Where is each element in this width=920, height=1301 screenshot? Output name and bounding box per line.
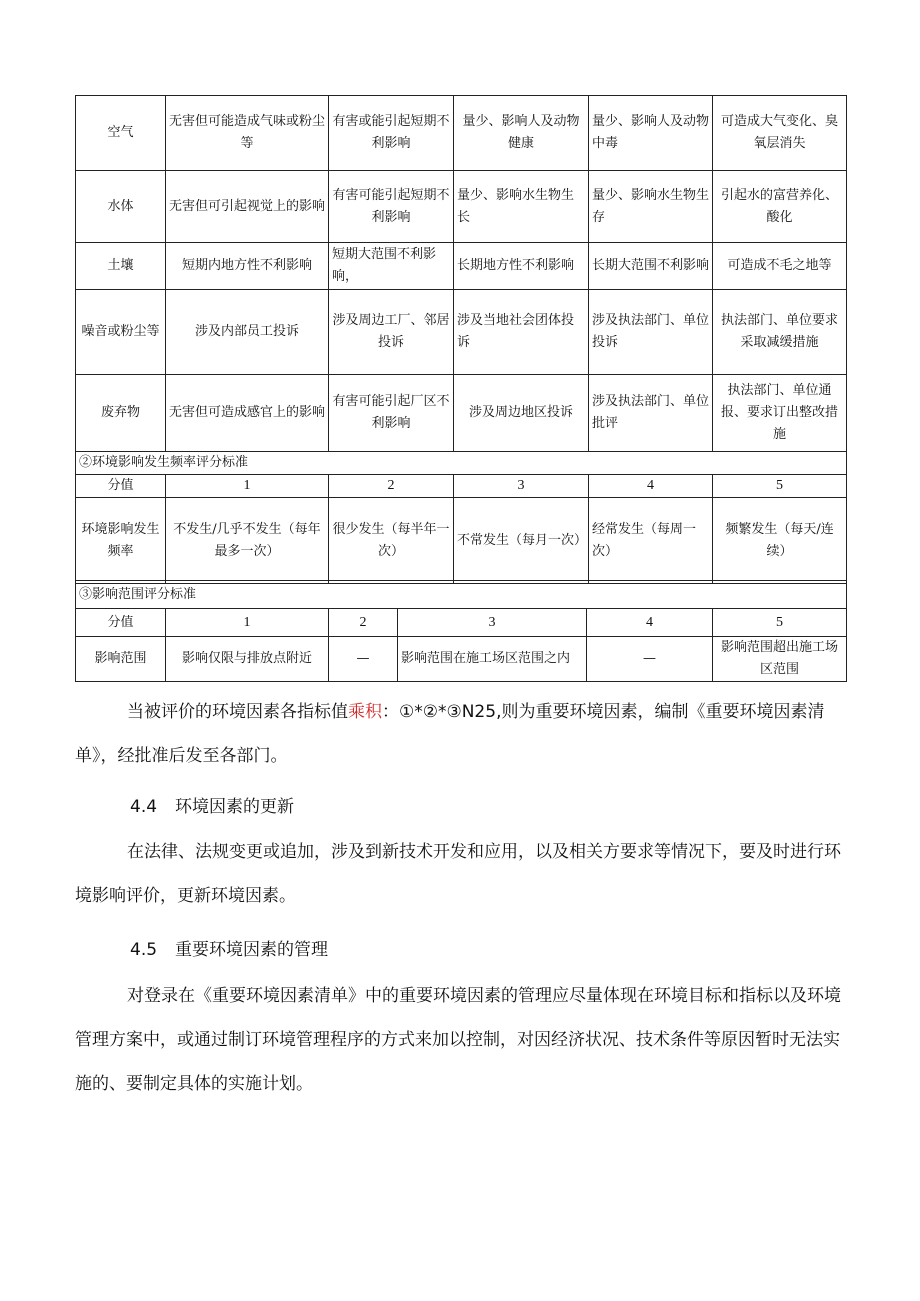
table-row: [76, 637, 847, 682]
table-cell: 有害可能引起厂区不利影响: [329, 375, 454, 452]
table-cell: 涉及周边工厂、邻居投诉: [329, 290, 454, 375]
table-cell: 长期大范围不利影响: [589, 243, 713, 290]
table-title: ②环境影响发生频率评分标准: [76, 452, 847, 475]
table-cell: 经常发生（每周一次）: [589, 498, 713, 584]
table-row: [76, 171, 847, 243]
table-cell: 涉及周边地区投诉: [454, 375, 589, 452]
score-label: 分值: [76, 475, 166, 498]
table-cell: 执法部门、单位通报、要求订出整改措施: [713, 375, 847, 452]
table-cell: 可造成大气变化、臭氧层消失: [713, 96, 847, 171]
score-value: 4: [587, 609, 713, 637]
table-cell: —: [329, 637, 398, 682]
table-title-row: [76, 581, 847, 609]
score-value: 4: [589, 475, 713, 498]
section-number: 4.4: [130, 797, 158, 817]
scope-score-table: [75, 580, 847, 682]
section-number: 4.5: [130, 940, 158, 960]
table-cell: 影响范围超出施工场区范围: [713, 637, 847, 682]
table-cell: 量少、影响水生物生存: [589, 171, 713, 243]
table-row: [76, 498, 847, 584]
table-cell: 涉及当地社会团体投诉: [454, 290, 589, 375]
table-row: [76, 375, 847, 452]
score-value: 3: [398, 609, 587, 637]
table-cell: 影响范围在施工场区范围之内: [398, 637, 587, 682]
table-cell: 量少、影响水生物生长: [454, 171, 589, 243]
table-cell: 量少、影响人及动物健康: [454, 96, 589, 171]
section-title: 重要环境因素的管理: [175, 940, 328, 960]
frequency-score-table: [75, 451, 847, 584]
section-title: 环境因素的更新: [175, 797, 294, 817]
table-cell: 长期地方性不利影响: [454, 243, 589, 290]
table-row: [76, 96, 847, 171]
row-label: 噪音或粉尘等: [76, 290, 166, 375]
score-row: [76, 475, 847, 498]
significance-paragraph: [75, 690, 846, 778]
table-cell: 无害但可能造成气味或粉尘等: [166, 96, 329, 171]
table-cell: 不发生/几乎不发生（每年最多一次）: [166, 498, 329, 584]
table-cell: 有害或能引起短期不利影响: [329, 96, 454, 171]
impact-severity-table: [75, 95, 847, 452]
score-value: 2: [329, 475, 454, 498]
update-paragraph: 在法律、法规变更或追加，涉及到新技术开发和应用，以及相关方要求等情况下，要及时进行环境影响评价，更新环境因素。: [75, 842, 841, 906]
table-cell: —: [587, 637, 713, 682]
row-label: 废弃物: [76, 375, 166, 452]
table-cell: 频繁发生（每天/连续）: [713, 498, 847, 584]
table-row: [76, 290, 847, 375]
table-cell: 不常发生（每月一次）: [454, 498, 589, 584]
score-value: 1: [166, 475, 329, 498]
table-cell: 涉及执法部门、单位投诉: [589, 290, 713, 375]
score-value: 1: [166, 609, 329, 637]
paragraph-text: 当被评价的环境因素各指标值: [127, 702, 348, 722]
section-heading-4-4: [130, 792, 294, 817]
score-label: 分值: [76, 609, 166, 637]
table-cell: 影响仅限与排放点附近: [166, 637, 329, 682]
score-value: 5: [713, 609, 847, 637]
management-paragraph: 对登录在《重要环境因素清单》中的重要环境因素的管理应尽量体现在环境目标和指标以及环境管理方案中，或通过制订环境管理程序的方式来加以控制，对因经济状况、技术条件等原因暂时无法实施的、要制定具体的实施计划。: [75, 986, 841, 1094]
table-cell: 有害可能引起短期不利影响: [329, 171, 454, 243]
table-cell: 短期内地方性不利影响: [166, 243, 329, 290]
table-cell: 执法部门、单位要求采取减缓措施: [713, 290, 847, 375]
row-label: 影响范围: [76, 637, 166, 682]
score-value: 5: [713, 475, 847, 498]
section-heading-4-5: [130, 935, 328, 960]
table-cell: 涉及内部员工投诉: [166, 290, 329, 375]
table-cell: 量少、影响人及动物中毒: [589, 96, 713, 171]
table-title-row: [76, 452, 847, 475]
row-label: 水体: [76, 171, 166, 243]
row-label: 环境影响发生频率: [76, 498, 166, 584]
row-label: 土壤: [76, 243, 166, 290]
table-cell: 无害但可引起视觉上的影响: [166, 171, 329, 243]
table-cell: 可造成不毛之地等: [713, 243, 847, 290]
table-title: ③影响范围评分标准: [76, 581, 847, 609]
row-label: 空气: [76, 96, 166, 171]
table-cell: 短期大范围不利影响，: [329, 243, 454, 290]
score-value: 3: [454, 475, 589, 498]
table-cell: 很少发生（每半年一次）: [329, 498, 454, 584]
table-cell: 涉及执法部门、单位批评: [589, 375, 713, 452]
paragraph-text: ：①*②*③N25,则为重要环境因素，编制《重要环境因素清单》，经批准后发至各部门。: [75, 702, 825, 766]
table-cell: 引起水的富营养化、酸化: [713, 171, 847, 243]
score-row: [76, 609, 847, 637]
score-value: 2: [329, 609, 398, 637]
table-row: [76, 243, 847, 290]
table-cell: 无害但可造成感官上的影响: [166, 375, 329, 452]
highlighted-term: 乘积: [348, 702, 382, 722]
